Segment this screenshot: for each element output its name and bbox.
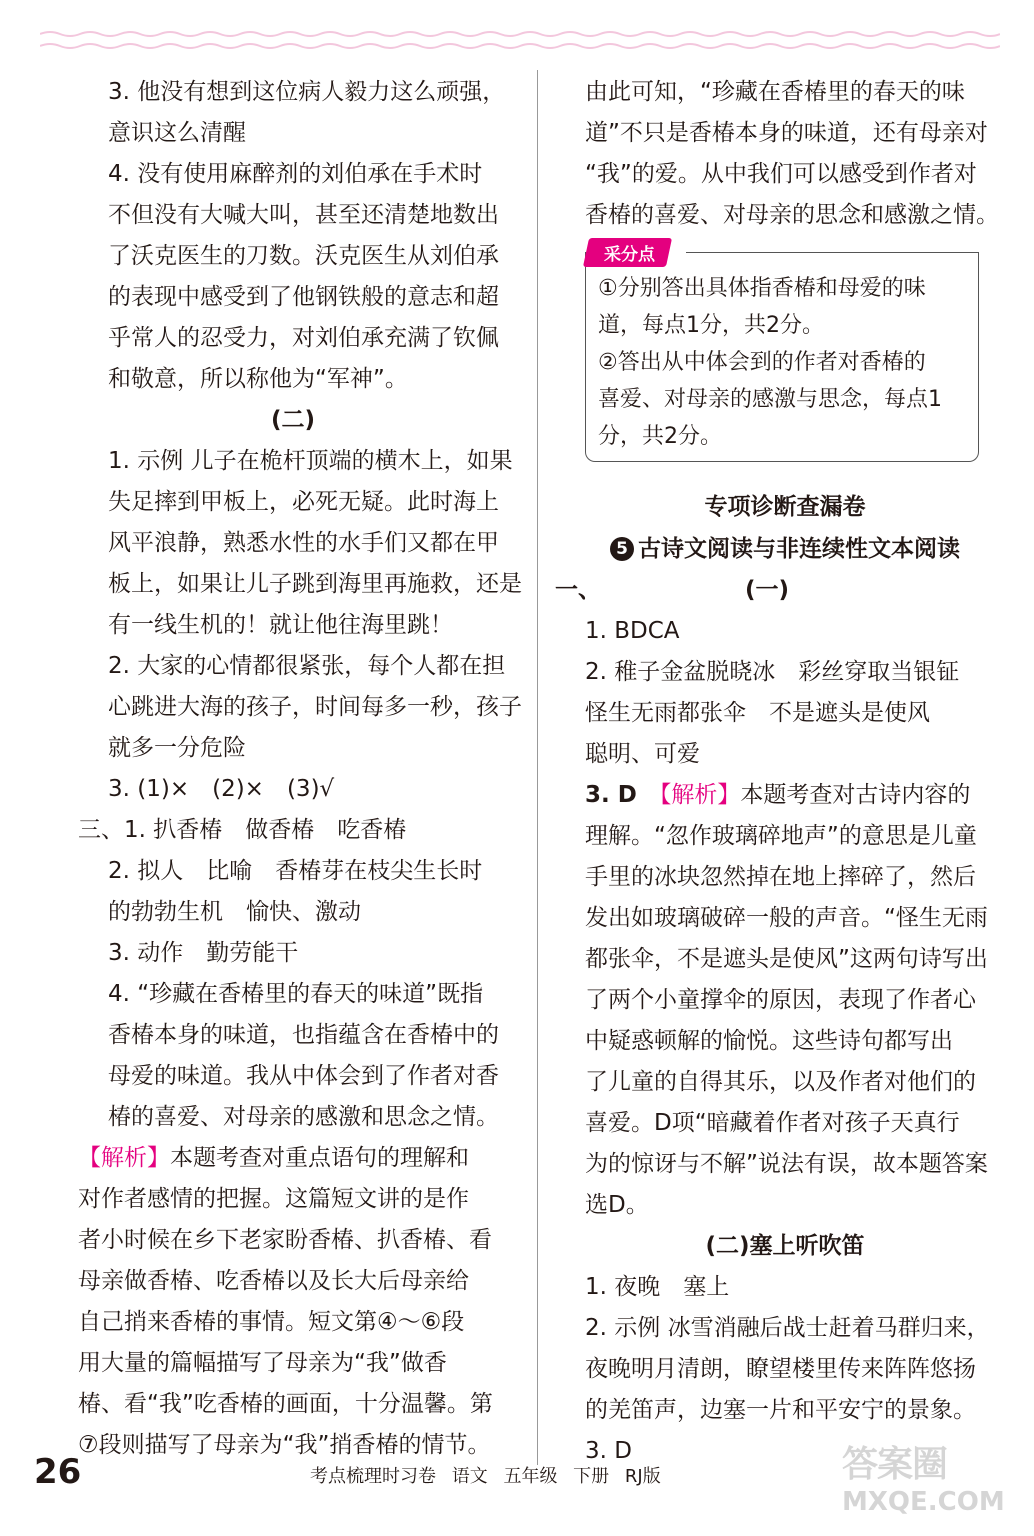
answer-line: 的勃勃生机 愉快、激动 xyxy=(108,899,361,925)
scoring-lines xyxy=(598,270,970,455)
analysis-line: 为的惊讶与不解”说法有误，故本题答案 xyxy=(585,1151,988,1177)
footer-text: 考点梳理时习卷 语文 五年级 下册 RJ版 xyxy=(310,1466,661,1487)
answer-line: 2. 大家的心情都很紧张，每个人都在担 xyxy=(108,653,506,679)
q3-analysis-lines xyxy=(585,816,988,1226)
answer-line: 失足摔到甲板上，必死无疑。此时海上 xyxy=(108,489,499,515)
analysis-line xyxy=(78,1138,508,1179)
answer-line: 了沃克医生的刀数。沃克医生从刘伯承 xyxy=(108,243,499,269)
answer-line: 不但没有大喊大叫，甚至还清楚地数出 xyxy=(108,202,499,228)
analysis-line: 母亲做香椿、吃香椿以及长大后母亲给 xyxy=(78,1268,469,1294)
unit-number-badge: 5 xyxy=(610,537,634,561)
analysis-line: 理解。“忽作玻璃碎地声”的意思是儿童 xyxy=(585,823,977,849)
answer-line: (二) xyxy=(270,407,316,433)
answer-line: 3. (1)× (2)× (3)√ xyxy=(108,776,335,802)
part-heading xyxy=(555,570,985,611)
analysis-line: 喜爱。D项“暗藏着作者对孩子天真行 xyxy=(585,1110,960,1136)
answer-line: 有一线生机的！就让他往海里跳！ xyxy=(108,612,453,638)
answer-line: 板上，如果让儿子跳到海里再施救，还是 xyxy=(108,571,522,597)
answer-line: 的表现中感受到了他钢铁般的意志和超 xyxy=(108,284,499,310)
page-number: 26 xyxy=(34,1452,82,1492)
analysis-line: 中疑惑顿解的愉悦。这些诗句都写出 xyxy=(585,1028,953,1054)
answer-line: 1. 示例 儿子在桅杆顶端的横木上，如果 xyxy=(108,448,513,474)
scoring-tag xyxy=(583,238,672,267)
q3-analysis-label: 【解析】 xyxy=(659,782,741,808)
watermark-url: MXQE.COM xyxy=(842,1487,1005,1517)
analysis-first-text: 本题考查对重点语句的理解和 xyxy=(170,1145,469,1171)
left-answer-lines xyxy=(78,72,522,1138)
answer-line: 4. “珍藏在香椿里的春天的味道”既指 xyxy=(108,981,484,1007)
analysis-line: 了儿童的自得其乐，以及作者对他们的 xyxy=(585,1069,976,1095)
analysis-line: 了两个小童撑伞的原因，表现了作者心 xyxy=(585,987,976,1013)
watermark-logo xyxy=(842,1436,1005,1517)
unit-title: 古诗文阅读与非连续性文本阅读 xyxy=(638,536,960,562)
top-wave-decoration-2 xyxy=(40,42,1000,50)
scoring-line: ①分别答出具体指香椿和母爱的味 xyxy=(598,276,926,301)
answer-line: 3. 动作 勤劳能干 xyxy=(108,940,299,966)
right-top-lines xyxy=(585,72,999,236)
answer-line: 道”不只是香椿本身的味道，还有母亲对 xyxy=(585,120,988,146)
answer-line: 1. 夜晚 塞上 xyxy=(585,1274,730,1300)
answer-line: 乎常人的忍受力，对刘伯承充满了钦佩 xyxy=(108,325,499,351)
right-column xyxy=(555,72,999,1472)
answer-line: 母爱的味道。我从中体会到了作者对香 xyxy=(108,1063,499,1089)
answer-line: 三、1. 扒香椿 做香椿 吃香椿 xyxy=(78,817,407,843)
part-label: 一、 xyxy=(555,577,601,603)
answer-line: 由此可知，“珍藏在香椿里的春天的味 xyxy=(585,79,965,105)
answer-line: 香椿本身的味道，也指蕴含在香椿中的 xyxy=(108,1022,499,1048)
analysis-line: 发出如玻璃破碎一般的声音。“怪生无雨 xyxy=(585,905,988,931)
answer-line: 3. 他没有想到这位病人毅力这么顽强， xyxy=(108,79,506,105)
answer-line: 风平浪静，熟悉水性的水手们又都在甲 xyxy=(108,530,499,556)
sub2-title: (二)塞上听吹笛 xyxy=(705,1233,865,1259)
scoring-box xyxy=(585,245,979,462)
right-answers xyxy=(585,611,985,775)
analysis-line: 对作者感情的把握。这篇短文讲的是作 xyxy=(78,1186,469,1212)
analysis-line: 用大量的篇幅描写了母亲为“我”做香 xyxy=(78,1350,447,1376)
answer-line: 1. BDCA xyxy=(585,618,680,644)
analysis-line: ⑦段则描写了母亲为“我”捎香椿的情节。 xyxy=(78,1432,491,1458)
answer-line: 怪生无雨都张伞 不是遮头是使风 xyxy=(585,700,930,726)
q3-prefix: 3. D xyxy=(585,782,660,808)
scoring-tag-label: 采分点 xyxy=(604,245,655,265)
answer-line: 意识这么清醒 xyxy=(108,120,246,146)
answer-line: 的羌笛声，边塞一片和平安宁的景象。 xyxy=(585,1397,976,1423)
scoring-line: ②答出从中体会到的作者对香椿的 xyxy=(598,350,926,375)
q3-line xyxy=(585,775,985,816)
analysis-label: 【解析】 xyxy=(78,1145,170,1171)
answer-line: 4. 没有使用麻醉剂的刘伯承在手术时 xyxy=(108,161,483,187)
analysis-line: 都张伞，不是遮头是使风”这两句诗写出 xyxy=(585,946,988,972)
section-title: 专项诊断查漏卷 xyxy=(704,494,866,520)
answer-line: 心跳进大海的孩子，时间每多一秒，孩子 xyxy=(108,694,522,720)
q3-first-text: 本题考查对古诗内容的 xyxy=(740,782,971,808)
answer-line: 夜晚明月清朗，瞭望楼里传来阵阵悠扬 xyxy=(585,1356,976,1382)
answer-line: 2. 稚子金盆脱晓冰 彩丝穿取当银钲 xyxy=(585,659,960,685)
answer-line: “我”的爱。从中我们可以感受到作者对 xyxy=(585,161,977,187)
answer-line: 聪明、可爱 xyxy=(585,741,700,767)
answer-line: 椿的喜爱、对母亲的感激和思念之情。 xyxy=(108,1104,499,1130)
analysis-line: 手里的冰块忽然掉在地上摔碎了，然后 xyxy=(585,864,976,890)
analysis-line: 椿、看“我”吃香椿的画面，十分温馨。第 xyxy=(78,1391,493,1417)
unit-title-row xyxy=(585,528,985,570)
watermark-text: 答案圈 xyxy=(842,1444,948,1485)
answer-line: 就多一分危险 xyxy=(108,735,246,761)
answer-line: 3. D xyxy=(585,1438,632,1464)
answer-line: 2. 拟人 比喻 香椿芽在枝尖生长时 xyxy=(108,858,483,884)
analysis-line: 自己捎来香椿的事情。短文第④～⑥段 xyxy=(78,1309,465,1335)
analysis-line: 选D。 xyxy=(585,1192,649,1218)
answer-line: 2. 示例 冰雪消融后战士赶着马群归来， xyxy=(585,1315,990,1341)
column-divider xyxy=(537,70,538,1465)
part-sub: (一) xyxy=(745,577,790,603)
scoring-line: 喜爱、对母亲的感激与思念，每点1 xyxy=(598,387,942,412)
analysis-lines xyxy=(78,1179,508,1466)
analysis-line: 者小时候在乡下老家盼香椿、扒香椿、看 xyxy=(78,1227,492,1253)
scoring-line: 分，共2分。 xyxy=(598,424,722,449)
top-wave-decoration xyxy=(40,30,1000,38)
left-column xyxy=(78,72,522,1466)
scoring-line: 道，每点1分，共2分。 xyxy=(598,313,824,338)
answer-line: 和敬意，所以称他为“军神”。 xyxy=(108,366,408,392)
answer-line: 香椿的喜爱、对母亲的思念和感激之情。 xyxy=(585,202,999,228)
